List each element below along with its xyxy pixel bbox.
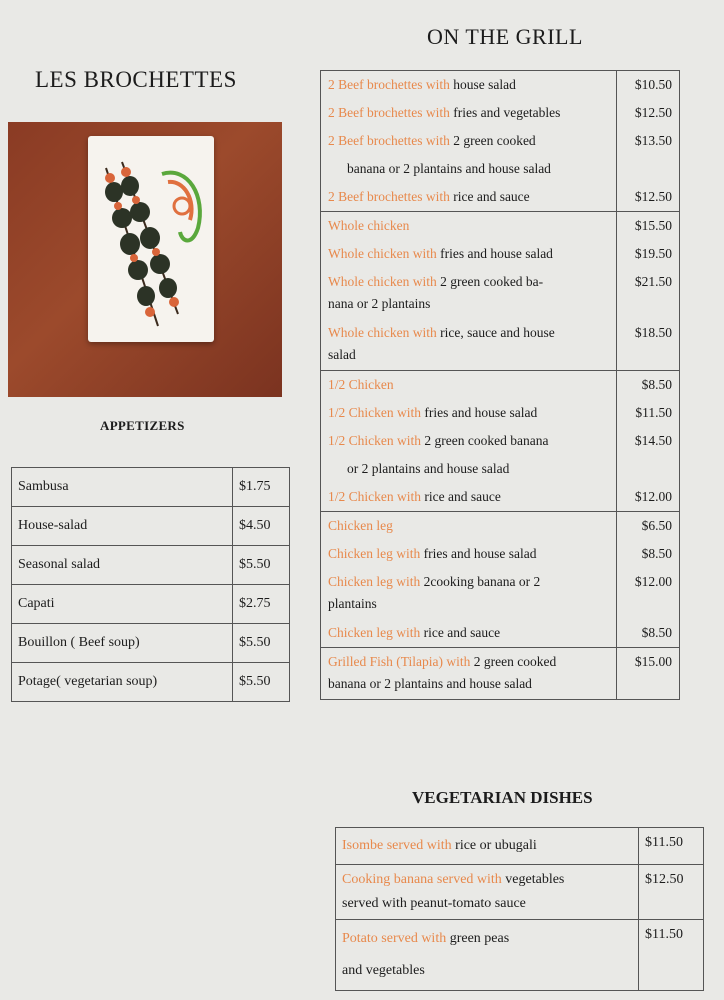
grill-item-row	[321, 127, 680, 155]
item-continuation: nana or 2 plantains	[328, 296, 431, 311]
grill-item-price	[617, 455, 680, 483]
grill-item-price: $6.50	[641, 518, 672, 533]
item-text: rice and sauce	[420, 625, 501, 640]
grill-item-description	[321, 619, 617, 648]
grill-table	[320, 70, 680, 700]
grill-item-price: $19.50	[634, 246, 672, 261]
grill-item-price: $10.50	[634, 77, 672, 92]
appetizer-name: House-salad	[12, 507, 233, 546]
item-highlight: 1/2 Chicken	[328, 377, 394, 392]
appetizer-row	[12, 585, 290, 624]
appetizer-price: $1.75	[233, 468, 290, 507]
grill-item-description	[321, 319, 617, 371]
vegetarian-item-row	[336, 865, 704, 920]
item-continuation: banana or 2 plantains and house salad	[328, 676, 532, 691]
grill-item-row	[321, 268, 680, 319]
grill-item-price: $8.50	[641, 546, 672, 561]
grill-item-description	[321, 399, 617, 427]
grill-item-price: $8.50	[641, 377, 672, 392]
grill-item-price: $12.50	[617, 183, 680, 212]
grill-item-price: $14.50	[634, 433, 672, 448]
grill-item-price: $13.50	[634, 133, 672, 148]
appetizers-title: APPETIZERS	[100, 418, 185, 433]
item-text: house salad	[449, 77, 516, 92]
grill-item-description	[321, 240, 617, 268]
item-text: rice and sauce	[421, 489, 501, 504]
grill-item-description	[321, 99, 617, 127]
grill-item-description	[321, 540, 617, 568]
grill-item-description	[321, 371, 617, 400]
appetizer-name: Capati	[12, 585, 233, 624]
vegetarian-table	[335, 827, 704, 991]
item-continuation: or 2 plantains and house salad	[347, 461, 510, 476]
grill-item-price	[617, 155, 680, 183]
appetizer-name: Sambusa	[12, 468, 233, 507]
item-text: 2 green cooked banana	[421, 433, 549, 448]
grill-item-description	[321, 483, 617, 512]
appetizer-name: Bouillon ( Beef soup)	[12, 624, 233, 663]
grill-item-row	[321, 319, 680, 371]
vegetarian-item-price: $12.50	[639, 865, 704, 920]
grill-item-row	[321, 71, 680, 100]
grill-item-row	[321, 212, 680, 241]
item-continuation: plantains	[328, 596, 377, 611]
item-highlight: 2 Beef brochettes with	[328, 189, 450, 204]
grill-item-description	[321, 268, 617, 319]
grill-item-price: $15.50	[634, 218, 672, 233]
item-text: green peas	[446, 931, 510, 946]
vegetarian-title: VEGETARIAN DISHES	[412, 788, 593, 807]
grill-item-row	[321, 427, 680, 455]
item-highlight: Grilled Fish (Tilapia) with	[328, 654, 471, 669]
grill-item-row	[321, 99, 680, 127]
item-text: 2 green cooked	[470, 654, 557, 669]
grill-item-price: $12.00	[634, 574, 672, 589]
item-highlight: 1/2 Chicken with	[328, 405, 421, 420]
appetizer-price: $4.50	[233, 507, 290, 546]
grill-item-row	[321, 371, 680, 400]
item-text: fries and house salad	[420, 546, 537, 561]
item-text: rice, sauce and house	[436, 325, 555, 340]
item-highlight: Whole chicken with	[328, 274, 437, 289]
appetizer-name: Potage( vegetarian soup)	[12, 663, 233, 702]
item-highlight: 2 Beef brochettes with	[328, 133, 450, 148]
item-highlight: 2 Beef brochettes with	[328, 77, 450, 92]
item-text: 2cooking banana or 2	[420, 574, 541, 589]
appetizer-price: $5.50	[233, 546, 290, 585]
grill-item-description	[321, 568, 617, 619]
item-continuation: served with peanut-tomato sauce	[342, 896, 526, 911]
grill-item-description	[321, 212, 617, 241]
grill-item-row	[321, 183, 680, 212]
item-highlight: 1/2 Chicken with	[328, 489, 421, 504]
item-text: fries and house salad	[421, 405, 538, 420]
grill-item-row	[321, 399, 680, 427]
grill-item-row	[321, 648, 680, 700]
item-highlight: Chicken leg	[328, 518, 393, 533]
vegetarian-item-row	[336, 828, 704, 865]
grill-item-description	[321, 648, 617, 700]
brochettes-photo	[8, 122, 282, 397]
item-highlight: 2 Beef brochettes with	[328, 105, 450, 120]
item-text: fries and house salad	[436, 246, 553, 261]
appetizer-price: $5.50	[233, 624, 290, 663]
item-highlight: Whole chicken with	[328, 246, 437, 261]
vegetarian-item-description	[336, 828, 639, 865]
grill-title: ON THE GRILL	[427, 24, 583, 49]
grill-item-row	[321, 483, 680, 512]
item-highlight: Isombe served with	[342, 838, 452, 853]
grill-item-description	[321, 455, 617, 483]
item-text: 2 green cooked ba-	[436, 274, 544, 289]
item-highlight: Chicken leg with	[328, 574, 421, 589]
vegetarian-item-description	[336, 920, 639, 991]
item-highlight: Potato served with	[342, 931, 447, 946]
vegetarian-item-description	[336, 865, 639, 920]
appetizer-row	[12, 546, 290, 585]
item-highlight: 1/2 Chicken with	[328, 433, 421, 448]
grill-item-description	[321, 512, 617, 541]
vegetarian-item-price: $11.50	[639, 920, 704, 991]
vegetarian-item-row	[336, 920, 704, 991]
vegetarian-item-price: $11.50	[639, 828, 704, 865]
item-text: 2 green cooked	[449, 133, 536, 148]
grill-item-row	[321, 512, 680, 541]
appetizer-row	[12, 624, 290, 663]
grill-item-price: $11.50	[635, 405, 672, 420]
grill-item-row	[321, 155, 680, 183]
skewers-illustration	[88, 136, 214, 342]
grill-item-price: $12.50	[634, 105, 672, 120]
grill-item-row	[321, 540, 680, 568]
grill-item-price: $8.50	[617, 619, 680, 648]
item-continuation: and vegetables	[342, 963, 425, 978]
grill-item-description	[321, 183, 617, 212]
grill-item-row	[321, 240, 680, 268]
item-continuation: salad	[328, 347, 356, 362]
brochettes-title: LES BROCHETTES	[35, 67, 237, 92]
item-highlight: Chicken leg with	[328, 546, 421, 561]
item-highlight: Whole chicken with	[328, 325, 437, 340]
item-text: rice and sauce	[449, 189, 530, 204]
appetizer-price: $2.75	[233, 585, 290, 624]
item-highlight: Chicken leg with	[328, 625, 421, 640]
item-highlight: Cooking banana served with	[342, 872, 502, 887]
appetizer-name: Seasonal salad	[12, 546, 233, 585]
appetizer-row	[12, 663, 290, 702]
grill-item-price: $12.00	[617, 483, 680, 512]
grill-item-row	[321, 568, 680, 619]
appetizer-price: $5.50	[233, 663, 290, 702]
appetizers-table	[11, 467, 290, 702]
appetizer-row	[12, 468, 290, 507]
grill-item-price: $21.50	[634, 274, 672, 289]
item-text: vegetables	[501, 872, 565, 887]
item-continuation: banana or 2 plantains and house salad	[347, 161, 551, 176]
grill-item-row	[321, 619, 680, 648]
grill-item-description	[321, 155, 617, 183]
grill-item-description	[321, 127, 617, 155]
grill-item-price: $15.00	[617, 648, 680, 700]
plate-image	[88, 136, 214, 342]
appetizer-row	[12, 507, 290, 546]
item-text: fries and vegetables	[449, 105, 561, 120]
grill-item-description	[321, 71, 617, 100]
grill-item-row	[321, 455, 680, 483]
item-highlight: Whole chicken	[328, 218, 410, 233]
grill-item-price: $18.50	[617, 319, 680, 371]
item-text: rice or ubugali	[451, 838, 537, 853]
grill-item-description	[321, 427, 617, 455]
